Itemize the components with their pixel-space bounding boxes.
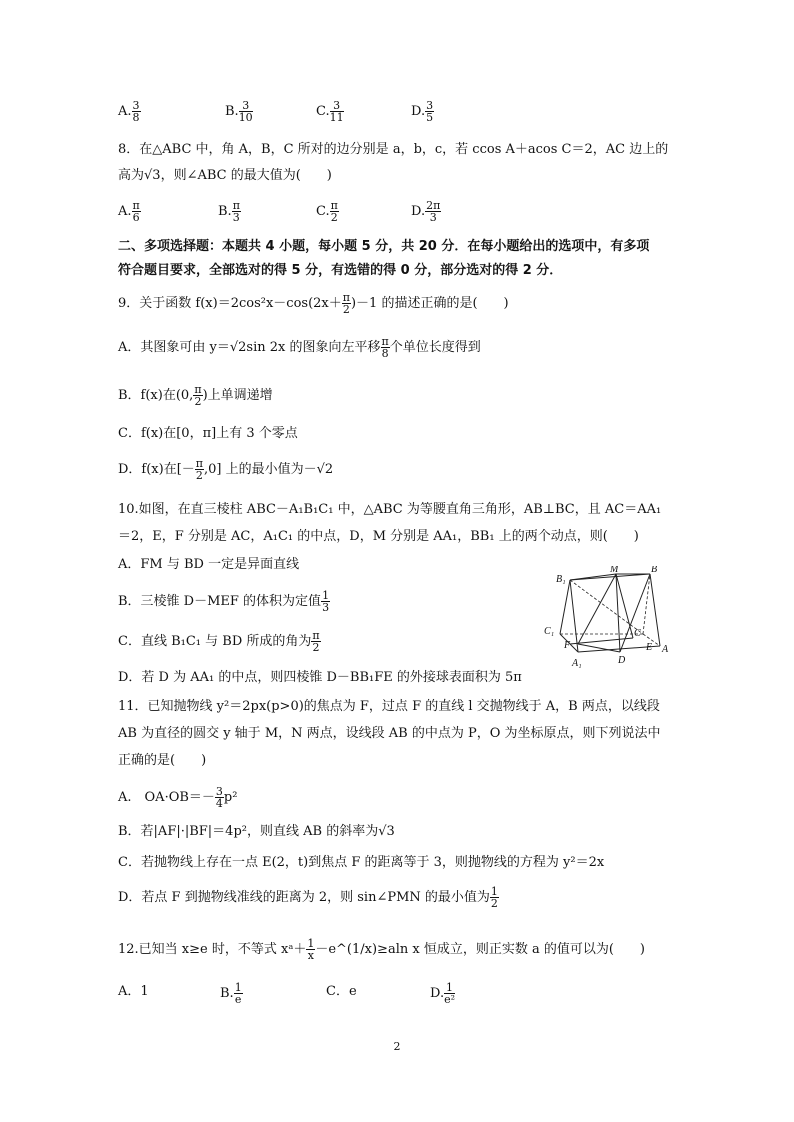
q10-option-a: A．FM 与 BD 一定是异面直线 bbox=[118, 557, 300, 572]
q8-option-d: D. $\frac{2\pi}{3}$ bbox=[411, 199, 441, 224]
q10-option-d: D．若 D 为 AA₁ 的中点，则四棱锥 D－BB₁FE 的外接球表面积为 5π bbox=[118, 670, 522, 685]
q8-line2: 高为√3，则∠ABC 的最大值为( ) bbox=[118, 168, 332, 183]
q12-option-c: C．e bbox=[326, 984, 357, 999]
fig-label-d: D bbox=[618, 655, 626, 666]
q11-option-a: A. OA·OB＝－ $\frac{3}{4}$ p² bbox=[118, 785, 238, 810]
q12-stem: 12.已知当 x≥e 时，不等式 xᵃ＋ $\frac{1}{x}$ －e^(1/x)≥aln x 恒成立，则正实数 a 的值可以为( ) bbox=[118, 937, 645, 962]
q12-option-a: A．1 bbox=[118, 984, 149, 999]
q10-option-b: B．三棱锥 D－MEF 的体积为定值 $\frac{1}{3}$ bbox=[118, 589, 330, 614]
q11-option-b: B．若|AF|·|BF|＝4p²，则直线 AB 的斜率为√3 bbox=[118, 824, 395, 839]
q10-option-c: C．直线 B₁C₁ 与 BD 所成的角为 $\frac{\pi}{2}$ bbox=[118, 629, 320, 654]
q8-option-b: B. $\frac{\pi}{3}$ bbox=[218, 199, 240, 224]
q9-option-d: D．f(x)在[－ $\frac{\pi}{2}$ ,0] 上的最小值为－√2 bbox=[118, 457, 334, 482]
q7-option-d: D. $\frac{3}{5}$ bbox=[411, 99, 434, 124]
fig-label-c: C bbox=[634, 628, 641, 639]
q11-option-c: C．若抛物线上存在一点 E(2，t)到焦点 F 的距离等于 3，则抛物线的方程为 y²＝2x bbox=[118, 855, 605, 870]
q11-line3: 正确的是( ) bbox=[118, 753, 207, 768]
q11-option-d: D．若点 F 到抛物线准线的距离为 2，则 sin∠PMN 的最小值为 $\frac{1}{2}$ bbox=[118, 885, 498, 910]
q9-option-b: B．f(x)在(0, $\frac{\pi}{2}$ )上单调递增 bbox=[118, 383, 273, 408]
fig-label-f: F bbox=[564, 640, 571, 651]
fig-label-m: M bbox=[610, 566, 619, 575]
q10-line2: ＝2，E，F 分别是 AC，A₁C₁ 的中点，D，M 分别是 AA₁，BB₁ 上的两个动点，则( ) bbox=[118, 529, 639, 544]
q8-option-a: A. $\frac{\pi}{6}$ bbox=[118, 199, 140, 224]
fig-label-c1: C₁ bbox=[544, 626, 555, 637]
q7-option-c: C. $\frac{3}{11}$ bbox=[316, 99, 344, 124]
q8-line1: 8．在△ABC 中，角 A，B，C 所对的边分别是 a，b，c，若 ccos A＋acos C＝2，AC 边上的 bbox=[118, 142, 669, 157]
fig-label-a1: A₁ bbox=[572, 658, 582, 669]
prism-figure bbox=[538, 566, 674, 672]
q11-line2: AB 为直径的圆交 y 轴于 M，N 两点，设线段 AB 的中点为 P，O 为坐标原点，则下列说法中 bbox=[118, 726, 661, 741]
q9-option-c: C．f(x)在[0，π]上有 3 个零点 bbox=[118, 426, 298, 441]
section-heading: 二、多项选择题：本题共 4 小题，每小题 5 分，共 20 分．在每小题给出的选项中，有多项 bbox=[118, 239, 650, 254]
fig-label-b: B bbox=[651, 566, 658, 575]
q8-option-c: C. $\frac{\pi}{2}$ bbox=[316, 199, 338, 224]
fig-label-b1: B₁ bbox=[556, 574, 566, 585]
q7-option-a: A. $\frac{3}{8}$ bbox=[118, 99, 140, 124]
q12-option-d: D. $\frac{1}{\text{e²}}$ bbox=[430, 981, 456, 1006]
q9-stem: 9．关于函数 f(x)＝2cos²x－cos(2x＋ $\frac{\pi}{2}$ )－1 的描述正确的是( ) bbox=[118, 291, 509, 316]
page-number: 2 bbox=[393, 1040, 401, 1053]
q9-option-a: A．其图象可由 y＝√2sin 2x 的图象向左平移 $\frac{\pi}{8}$ 个单位长度得到 bbox=[118, 335, 481, 360]
fig-label-e: E bbox=[646, 642, 653, 653]
q11-line1: 11．已知抛物线 y²＝2px(p>0)的焦点为 F，过点 F 的直线 l 交抛物线于 A，B 两点，以线段 bbox=[118, 699, 660, 714]
q12-option-b: B. $\frac{1}{e}$ bbox=[220, 981, 242, 1006]
q7-option-b: B. $\frac{3}{10}$ bbox=[225, 99, 253, 124]
section-instructions: 符合题目要求，全部选对的得 5 分，有选错的得 0 分，部分选对的得 2 分． bbox=[118, 263, 563, 278]
q10-line1: 10.如图，在直三棱柱 ABC－A₁B₁C₁ 中，△ABC 为等腰直角三角形，AB⊥BC，且 AC＝AA₁ bbox=[118, 502, 662, 517]
fig-label-a: A bbox=[662, 644, 669, 655]
